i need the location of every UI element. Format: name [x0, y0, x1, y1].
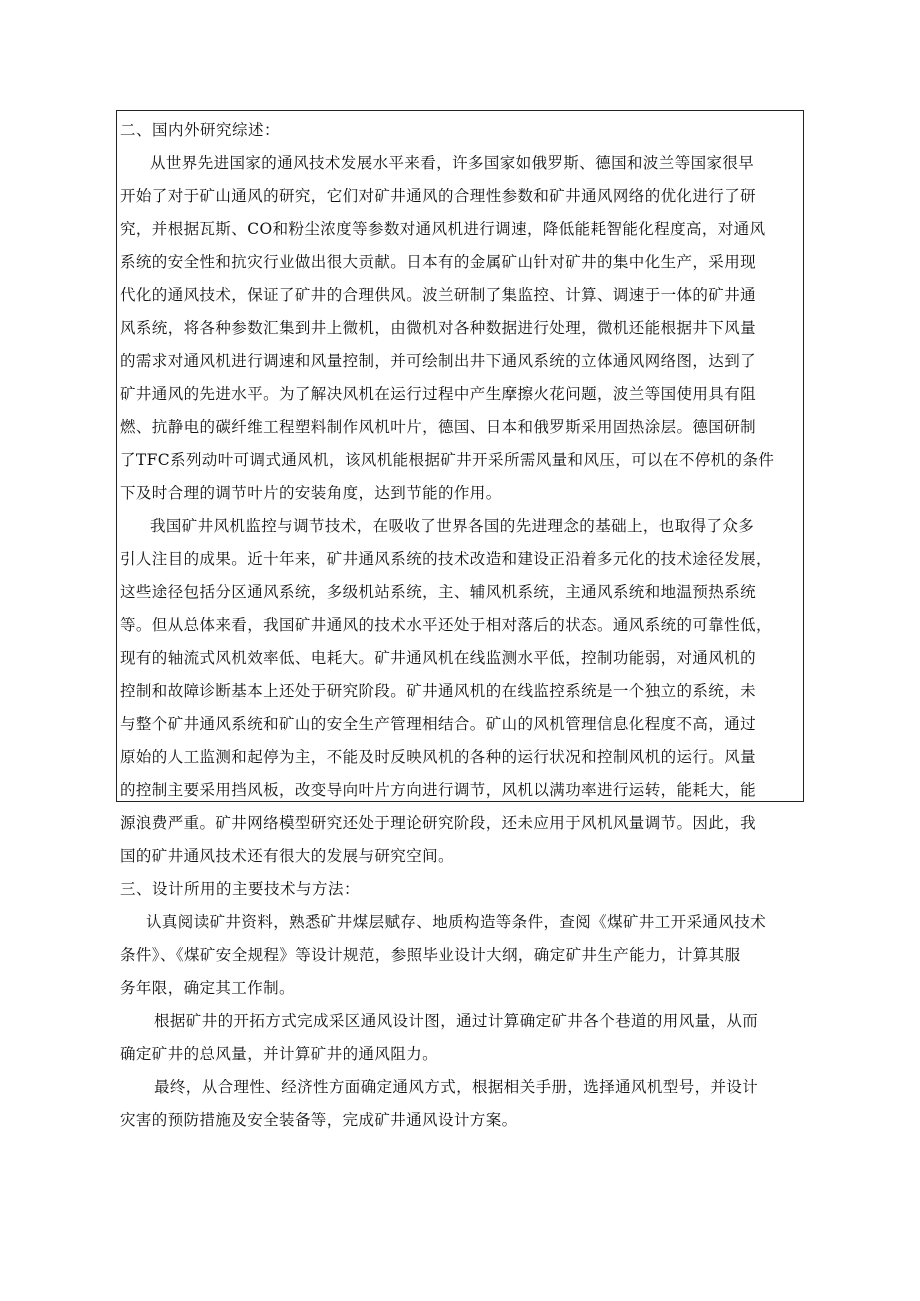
text-line: 下及时合理的调节叶片的安装角度，达到节能的作用。	[120, 484, 502, 502]
text-line: 与整个矿井通风系统和矿山的安全生产管理相结合。矿山的风机管理信息化程度不高，通过	[120, 715, 757, 733]
section2-heading: 二、国内外研究综述：	[120, 121, 281, 139]
text-line: 风系统，将各种参数汇集到井上微机，由微机对各种数据进行处理，微机还能根据井下风量	[120, 319, 757, 337]
text-line: 最终，从合理性、经济性方面确定通风方式，根据相关手册，选择通风机型号，并设计	[154, 1078, 759, 1096]
text-line: 现有的轴流式风机效率低、电耗大。矿井通风机在线监测水平低，控制功能弱，对通风机的	[120, 649, 757, 667]
text-line: 究，并根据瓦斯、CO和粉尘浓度等参数对通风机进行调速，降低能耗智能化程度高，对通风	[120, 220, 766, 238]
text-line: 认真阅读矿井资料，熟悉矿井煤层赋存、地质构造等条件，查阅《煤矿井工开采通风技术	[146, 913, 767, 931]
text-line: 的需求对通风机进行调速和风量控制，并可绘制出井下通风系统的立体通风网络图，达到了	[120, 352, 757, 370]
document-body	[120, 114, 802, 1137]
text-line: 确定矿井的总风量，并计算矿井的通风阻力。	[120, 1045, 439, 1063]
text-line: 系统的安全性和抗灾行业做出很大贡献。日本有的金属矿山针对矿井的集中化生产，采用现	[120, 253, 757, 271]
text-line: 这些途径包括分区通风系统，多级机站系统，主、辅风机系统，主通风系统和地温预热系统	[120, 583, 757, 601]
section3-paragraph-2	[120, 1005, 802, 1071]
text-line: 源浪费严重。矿井网络模型研究还处于理论研究阶段，还未应用于风机风量调节。因此，我	[120, 814, 757, 832]
section3-heading: 三、设计所用的主要技术与方法：	[120, 880, 361, 898]
text-line: 条件》、《煤矿安全规程》等设计规范，参照毕业设计大纲，确定矿井生产能力，计算其服	[120, 946, 741, 964]
text-line: 矿井通风的先进水平。为了解决风机在运行过程中产生摩擦火花问题，波兰等国使用具有阻	[120, 385, 757, 403]
text-line: 引人注目的成果。近十年来，矿井通风系统的技术改造和建设正沿着多元化的技术途径发展，	[120, 550, 772, 568]
text-line: 控制和故障诊断基本上还处于研究阶段。矿井通风机的在线监控系统是一个独立的系统，未	[120, 682, 757, 700]
text-line: 灾害的预防措施及安全装备等，完成矿井通风设计方案。	[120, 1111, 518, 1129]
section3-paragraph-1	[120, 906, 802, 1005]
section3-paragraph-3	[120, 1071, 802, 1137]
text-line: 务年限，确定其工作制。	[120, 979, 295, 997]
text-line: 开始了对于矿山通风的研究，它们对矿井通风的合理性参数和矿井通风网络的优化进行了研	[120, 187, 757, 205]
section2-paragraph-1	[120, 147, 802, 510]
text-line: 根据矿井的开拓方式完成采区通风设计图，通过计算确定矿井各个巷道的用风量，从而	[154, 1012, 759, 1030]
text-line: 我国矿井风机监控与调节技术，在吸收了世界各国的先进理念的基础上，也取得了众多	[150, 517, 755, 535]
text-line: 原始的人工监测和起停为主，不能及时反映风机的各种的运行状况和控制风机的运行。风量	[120, 748, 757, 766]
text-line: 国的矿井通风技术还有很大的发展与研究空间。	[120, 847, 454, 865]
text-line: 等。但从总体来看，我国矿井通风的技术水平还处于相对落后的状态。通风系统的可靠性低，	[120, 616, 772, 634]
text-line: 的控制主要采用挡风板，改变导向叶片方向进行调节，风机以满功率进行运转，能耗大，能	[120, 781, 757, 799]
text-line: 从世界先进国家的通风技术发展水平来看，许多国家如俄罗斯、德国和波兰等国家很早	[150, 154, 755, 172]
section2-paragraph-2	[120, 510, 802, 873]
text-line: 燃、抗静电的碳纤维工程塑料制作风机叶片，德国、日本和俄罗斯采用固热涂层。德国研制	[120, 418, 757, 436]
text-line: 了TFC系列动叶可调式通风机，该风机能根据矿井开采所需风量和风压，可以在不停机的条件	[120, 451, 775, 469]
text-line: 代化的通风技术，保证了矿井的合理供风。波兰研制了集监控、计算、调速于一体的矿井通	[120, 286, 757, 304]
